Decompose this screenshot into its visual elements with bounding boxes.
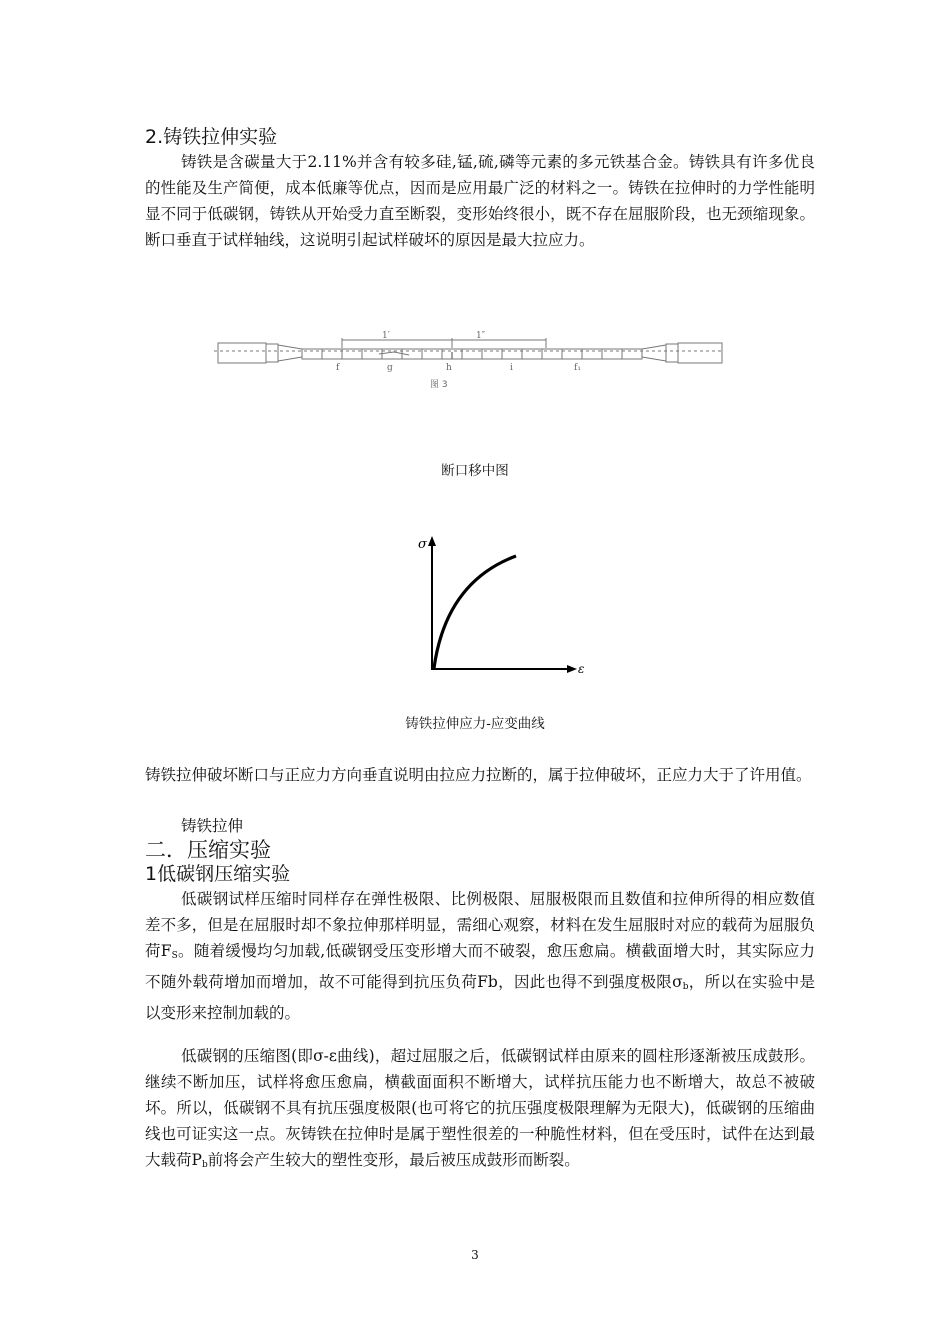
stress-strain-line xyxy=(434,556,516,668)
text-run: ，所以在实验中是以变形来控制加载的。 xyxy=(145,973,815,1022)
text-run: 低碳钢的压缩图(即σ-ε曲线)，超过屈服之后，低碳钢试样由原来的圆柱形逐渐被压成鼓形。继续不断加压，试样将愈压愈扁，横截面面积不断增大，试样抗压能力也不断增大，故总不被破坏。所以，低碳钢不具有抗压强度极限(也可将它的抗压强度极限理解为无限大)，低碳钢的压缩曲线也可证实这一点。灰铸铁在拉伸时是属于塑性很差的一种脆性材料，但在受压时，试件在达到最大载荷P xyxy=(145,1047,815,1169)
paragraph-cast-iron-intro xyxy=(145,149,815,253)
figure-label-i: i xyxy=(510,363,513,373)
paragraph-text: 铸铁拉伸破坏断口与正应力方向垂直说明由拉应力拉断的，属于拉伸破坏，正应力大于了许用值。 xyxy=(145,766,812,784)
figure-label-l2: 1″ xyxy=(476,331,486,341)
stress-strain-curve xyxy=(410,530,590,680)
paragraph-text xyxy=(145,1043,815,1178)
paragraph-low-carbon-compression xyxy=(145,886,815,1026)
paragraph-text xyxy=(145,886,815,1026)
note-cast-iron-tension: 铸铁拉伸 xyxy=(181,817,244,835)
page-number: 3 xyxy=(471,1248,479,1262)
chapter-heading-compression: 二．压缩实验 xyxy=(145,838,271,862)
subscript: b xyxy=(201,1160,208,1170)
figure-caption-curve: 铸铁拉伸应力-应变曲线 xyxy=(405,716,545,732)
section-heading-cast-iron-tension: 2.铸铁拉伸实验 xyxy=(145,126,278,148)
paragraph-text: 铸铁是含碳量大于2.11%并含有较多硅,锰,硫,磷等元素的多元铁基合金。铸铁具有许多优良的性能及生产简便，成本低廉等优点，因而是应用最广泛的材料之一。铸铁在拉伸时的力学性能明显不同于低碳钢，铸铁从开始受力直至断裂，变形始终很小，既不存在屈服阶段，也无颈缩现象。断口垂直于试样轴线，这说明引起试样破坏的原因是最大拉应力。 xyxy=(145,153,815,249)
y-axis-label: σ xyxy=(418,537,427,552)
x-axis-label: ε xyxy=(578,662,585,676)
section-heading-low-carbon-compression: 1低碳钢压缩实验 xyxy=(145,863,291,885)
figure-label-l1: 1′ xyxy=(382,331,390,341)
paragraph-compression-diagram xyxy=(145,1043,815,1178)
x-axis-arrow-icon xyxy=(567,665,577,673)
figure-number-label: 图 3 xyxy=(430,380,448,390)
text-run: 低碳钢试样压缩时同样存在弹性极限、比例极限、屈服极限而且数值和拉伸所得的相应数值差不多，但是在屈服时却不象拉伸那样明显，需细心观察，材料在发生屈服时对应的载荷为屈服负荷F xyxy=(145,890,815,960)
figure-label-h: h xyxy=(446,363,452,373)
y-axis-arrow-icon xyxy=(428,536,436,546)
figure-label-f1: f₁ xyxy=(574,363,581,373)
text-run: 前将会产生较大的塑性变形，最后被压成鼓形而断裂。 xyxy=(207,1151,580,1169)
figure-label-f: f xyxy=(336,363,340,373)
text-run: 。随着缓慢均匀加载,低碳钢受压变形增大而不破裂，愈压愈扁。横截面增大时，其实际应力不随外载荷增加而增加，故不可能得到抗压负荷Fb，因此也得不到强度极限σ xyxy=(145,942,815,991)
subscript: S xyxy=(171,951,178,961)
paragraph-fracture-analysis xyxy=(145,762,815,788)
figure-caption-fracture: 断口移中图 xyxy=(441,463,509,479)
specimen-diagram xyxy=(214,326,724,392)
figure-label-g: g xyxy=(387,363,393,373)
subscript: b xyxy=(682,982,689,992)
